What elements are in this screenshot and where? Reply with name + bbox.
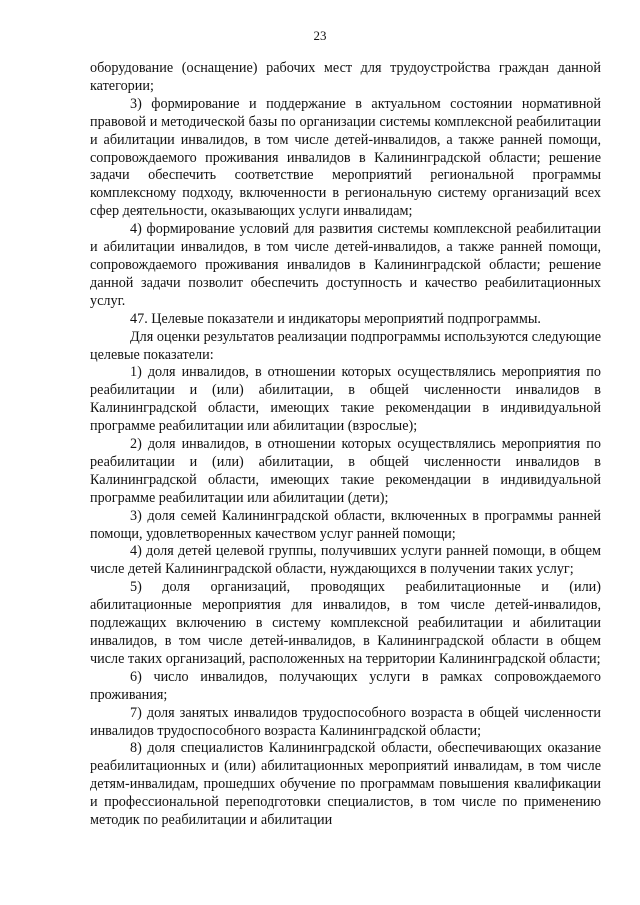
paragraph-item-4: 4) формирование условий для развития системы комплексной реабилитации и абилитации инвалидов, в том числе детей-инвалидов, а также ранней помощи, сопровождаемого проживания инвалидов в Калининградской области; решение данной задачи позволит обеспечить доступность и качество реабилитационных услуг.: [90, 221, 601, 309]
paragraph-continuation: оборудование (оснащение) рабочих мест для трудоустройства граждан данной категории;: [90, 60, 601, 94]
indicator-item-2: 2) доля инвалидов, в отношении которых осуществлялись мероприятия по реабилитации и (или) абилитации, в общей численности инвалидов в Калининградской области, имеющих такие рекомендации в индивидуальной программе реабилитации или абилитации (дети);: [90, 436, 601, 506]
indicator-item-7: 7) доля занятых инвалидов трудоспособного возраста в общей численности инвалидов трудоспособного возраста Калининградской области;: [90, 704, 601, 739]
indicator-item-6: 6) число инвалидов, получающих услуги в рамках сопровождаемого проживания;: [90, 668, 601, 703]
indicator-item-8: 8) доля специалистов Калининградской области, обеспечивающих оказание реабилитационных и (или) абилитационных мероприятий инвалидам, в том числе детям-инвалидам, прошедших обучение по программам повышения квалификации и профессиональной переподготовки специалистов, в том числе по применению методик по реабилитации и абилитации: [90, 740, 601, 829]
indicator-item-5: 5) доля организаций, проводящих реабилитационные и (или) абилитационные мероприятия для инвалидов, в том числе детей-инвалидов, подлежащих включению в систему комплексной реабилитации и абилитации инвалидов, в том числе детей-инвалидов, в Калининградской области в общем числе таких организаций, расположенных на территории Калининградской области;: [90, 579, 601, 667]
indicator-item-1: 1) доля инвалидов, в отношении которых осуществлялись мероприятия по реабилитации и (или) абилитации, в общей численности инвалидов в Калининградской области, имеющих такие рекомендации в индивидуальной программе реабилитации или абилитации (взрослые);: [90, 364, 601, 435]
indicator-item-3: 3) доля семей Калининградской области, включенных в программы ранней помощи, удовлетворенных качеством услуг ранней помощи;: [90, 507, 601, 542]
paragraph-intro: Для оценки результатов реализации подпрограммы используются следующие целевые показатели:: [90, 328, 601, 363]
section-heading-47: 47. Целевые показатели и индикаторы мероприятий подпрограммы.: [130, 310, 541, 327]
indicator-item-4: 4) доля детей целевой группы, получивших услуги ранней помощи, в общем числе детей Калининградской области, нуждающихся в получении таких услуг;: [90, 543, 601, 578]
paragraph-item-3: 3) формирование и поддержание в актуальном состоянии нормативной правовой и методической базы по организации системы комплексной реабилитации и абилитации инвалидов, в том числе детей-инвалидов, а также ранней помощи, сопровождаемого проживания инвалидов в Калининградской области; решение задачи обеспечить соответствие мероприятий региональной программы комплексному подходу, включенности в региональную систему организаций всех сфер деятельности, оказывающих услуги инвалидам;: [90, 95, 601, 220]
page-number: 23: [313, 28, 327, 43]
document-body: [90, 60, 601, 830]
